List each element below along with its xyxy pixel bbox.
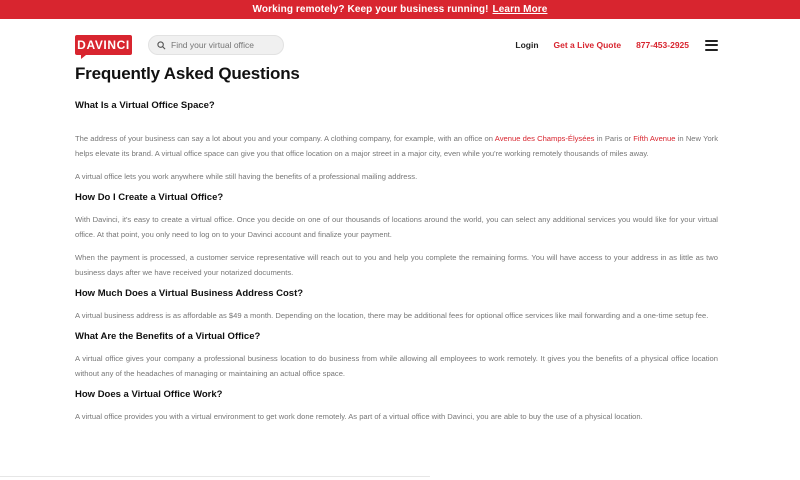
bottom-divider — [0, 476, 430, 477]
site-header — [75, 33, 718, 57]
page-title: Frequently Asked Questions — [75, 64, 300, 83]
learn-more-link[interactable]: Learn More — [492, 4, 548, 15]
davinci-logo[interactable]: DAVINCI — [75, 35, 132, 55]
faq-answer-2-paragraph-1: With Davinci, it's easy to create a virtual office. Once you decide on one of our thousands of locations around the world, you can select any additional services you would like for your virtual office. At that point, you only need to log on to your Davinci account and finalize your payment. — [75, 215, 718, 239]
faq-answer-4-paragraph-1: A virtual office gives your company a professional business location to do business from while allowing all employees to work remotely. It gives you the benefits of a physical office location without any of the headaches of managing or maintaining an actual office space. — [75, 354, 718, 378]
faq-question-1: What Is a Virtual Office Space? — [75, 100, 215, 111]
hamburger-menu-icon[interactable] — [705, 40, 718, 51]
faq-section — [75, 64, 718, 424]
search-bar[interactable] — [148, 35, 284, 55]
faq-answer-2-paragraph-2: When the payment is processed, a customer service representative will reach out to you and help you complete the remaining forms. You will have access to your address in as little as two business days after we have received your notarized documents. — [75, 253, 718, 277]
champs-elysees-link[interactable]: Avenue des Champs-Élysées — [494, 134, 595, 143]
login-link[interactable]: Login — [515, 40, 539, 50]
faq-answer-1-paragraph-1: The address of your business can say a lot about you and your company. A clothing company, for example, with an office on Avenue des Champs-Élysées in Paris or Fifth Avenue in New York helps elevate its brand. A virtual office space can give you that office location on a major street in a major city, even while you're working remotely thousands of miles away. — [75, 134, 718, 158]
faq-question-3: How Much Does a Virtual Business Address Cost? — [75, 288, 304, 299]
faq-question-5: How Does a Virtual Office Work? — [75, 389, 223, 400]
banner-text: Working remotely? Keep your business running! — [252, 4, 489, 15]
fifth-avenue-link[interactable]: Fifth Avenue — [633, 134, 676, 143]
live-quote-link[interactable]: Get a Live Quote — [553, 40, 622, 50]
phone-link[interactable]: 877-453-2925 — [636, 40, 689, 50]
faq-answer-3-paragraph-1: A virtual business address is as affordable as $49 a month. Depending on the location, there may be additional fees for optional office services like mail forwarding and a one-time setup fee. — [75, 311, 709, 320]
search-icon — [157, 41, 166, 50]
promo-banner — [0, 0, 800, 19]
faq-answer-1-paragraph-2: A virtual office lets you work anywhere while still having the benefits of a professional mailing address. — [75, 172, 418, 181]
nav-links — [515, 40, 718, 51]
faq-question-2: How Do I Create a Virtual Office? — [75, 192, 224, 203]
faq-question-4: What Are the Benefits of a Virtual Office? — [75, 331, 261, 342]
faq-answer-5-paragraph-1: A virtual office provides you with a virtual environment to get work done remotely. As part of a virtual office with Davinci, you are able to buy the use of a physical location. — [75, 412, 643, 421]
search-input[interactable] — [171, 40, 281, 50]
